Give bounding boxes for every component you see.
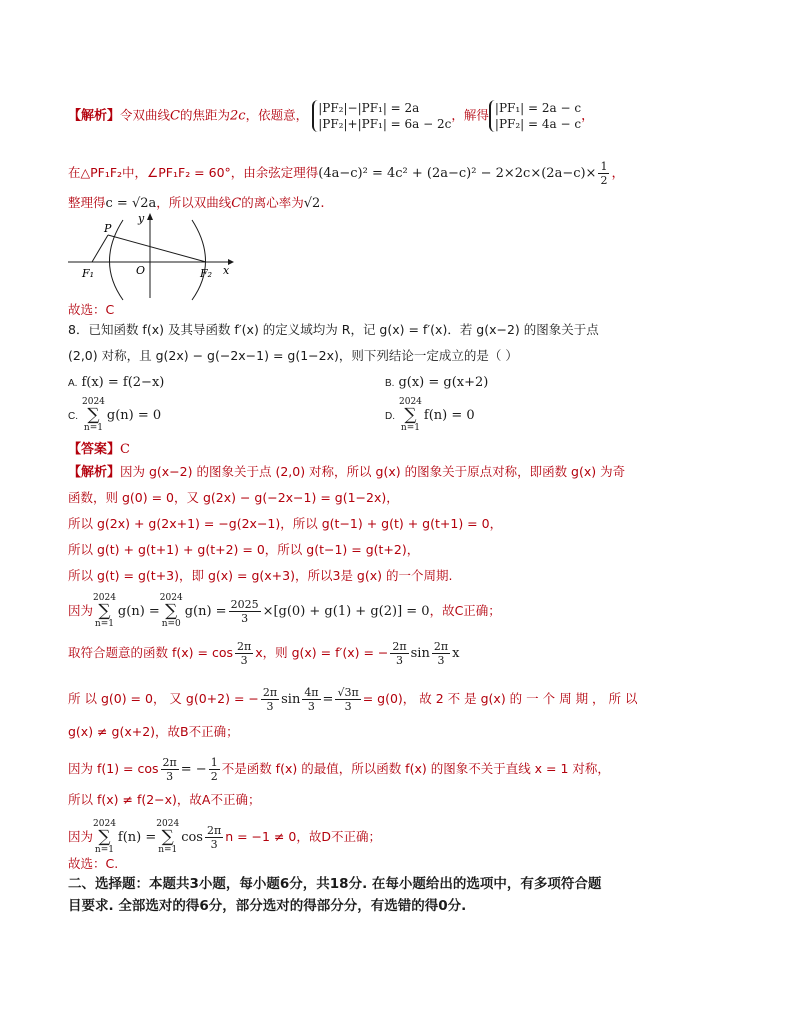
label-x: x	[223, 264, 230, 277]
sol8-line2: 函数，则 g(0) = 0，又 g(2x) − g(−2x−1) = g(1−2x)，	[68, 490, 399, 505]
sol8-line7: 取符合题意的函数 f(x) = cos $\frac{2\pi}{3}$ x，则 g(x) = f′(x) = − $\frac{2\pi}{3}$ sin $\frac{2\pi}{3}$ x	[68, 640, 460, 667]
sol8-line1: 【解析】因为 g(x−2) 的图象关于点 (2,0) 对称，所以 g(x) 的图象关于原点对称，即函数 g(x) 为奇	[68, 464, 626, 480]
label-f1: F₁	[82, 267, 95, 280]
hyperbola-left-branch	[110, 220, 124, 300]
q8-option-d: D.2024 ∑ n=1f(n) = 0	[385, 397, 475, 433]
label-p: P	[104, 222, 112, 235]
hyperbola-figure	[68, 212, 238, 302]
sum-sign: 2024 ∑ n=1	[156, 819, 180, 855]
sol8-line6: 因为2024 ∑ n=1g(n) =2024 ∑ n=0g(n) = $\frac{2025}{3}$ ×[g(0) + g(1) + g(2)] = 0，故C正确；	[68, 593, 501, 629]
analysis7-line3: 整理得c = √2a，所以双曲线C的离心率为√2.	[68, 195, 325, 211]
sol8-line8: 所 以 g(0) = 0， 又 g(0+2) = − $\frac{2\pi}{3}$ sin $\frac{4\pi}{3}$ = $\frac{√3\pi}{3}$ = g(0)， 故 2 不 是 g(x) 的 一 个 周 期 ， 所 以	[68, 686, 638, 713]
analysis7-answer: 故选：C	[68, 302, 115, 317]
q8-option-c: C.2024 ∑ n=1g(n) = 0	[68, 397, 162, 433]
q8-line1: 8．已知函数 f(x) 及其导函数 f′(x) 的定义域均为 R，记 g(x) = f′(x)．若 g(x−2) 的图象关于点	[68, 322, 599, 337]
sol8-line5: 所以 g(t) = g(t+3)，即 g(x) = g(x+3)，所以3是 g(x) 的一个周期.	[68, 568, 453, 583]
label-y: y	[138, 212, 145, 225]
sol8-answer: 故选：C.	[68, 856, 119, 871]
q8-answer: 【答案】C	[68, 442, 130, 457]
q8-option-a: A. f(x) = f(2−x)	[68, 375, 165, 390]
analysis7-line1: 【解析】令双曲线C的焦距为2c，依题意， |PF₂|−|PF₁| = 2a |PF₂|+|PF₁| = 6a − 2c ，解得 |PF₁| = 2a − c |PF₂| = 4a − c ，	[68, 101, 595, 131]
q8-line2: (2,0) 对称，且 g(2x) − g(−2x−1) = g(1−2x)，则下列结论一定成立的是（ ）	[68, 348, 518, 363]
sol8-line11: 所以 f(x) ≠ f(2−x)，故A不正确；	[68, 792, 261, 807]
sol8-line4: 所以 g(t) + g(t+1) + g(t+2) = 0，所以 g(t−1) = g(t+2)，	[68, 542, 420, 557]
sol8-line12: 因为2024 ∑ n=1f(n) =2024 ∑ n=1cos $\frac{2\pi}{3}$ n = −1 ≠ 0，故D不正确；	[68, 819, 381, 855]
equation-system-1: |PF₂|−|PF₁| = 2a |PF₂|+|PF₁| = 6a − 2c	[312, 100, 451, 132]
sum-sign: 2024 ∑ n=1	[93, 593, 116, 629]
sol8-line10: 因为 f(1) = cos $\frac{2\pi}{3}$ = − $\frac{1}{2}$ 不是函数 f(x) 的最值，所以函数 f(x) 的图象不关于直线 x = 1 对称，	[68, 756, 610, 783]
q8-option-b: B. g(x) = g(x+2)	[385, 375, 489, 390]
equation-system-2: |PF₁| = 2a − c |PF₂| = 4a − c	[489, 100, 581, 132]
analysis-tag: 【解析】	[68, 108, 121, 124]
analysis7-line2: 在△PF₁F₂中，∠PF₁F₂ = 60°，由余弦定理得(4a−c)² = 4c² + (2a−c)² − 2×2c×(2a−c)× $\frac{1}{2}$ ，	[68, 160, 625, 187]
section2-line1: 二、选择题：本题共3小题，每小题6分，共18分. 在每小题给出的选项中，有多项符合题	[68, 876, 602, 892]
sum-sign: 2024 ∑ n=1	[399, 397, 422, 433]
sum-sign: 2024 ∑ n=0	[159, 593, 183, 629]
sum-sign: 2024 ∑ n=1	[93, 819, 116, 855]
section2-line2: 目要求. 全部选对的得6分，部分选对的得部分分，有选错的得0分.	[68, 898, 467, 914]
fraction-half: $\frac{1}{2}$	[600, 160, 608, 187]
sol8-line9: g(x) ≠ g(x+2)，故B不正确；	[68, 724, 239, 739]
segment-pf2	[108, 235, 206, 262]
label-f2: F₂	[200, 267, 213, 280]
y-axis-arrow	[147, 213, 153, 220]
label-o: O	[136, 264, 146, 277]
sol8-line3: 所以 g(2x) + g(2x+1) = −g(2x−1)，所以 g(t−1) + g(t) + g(t+1) = 0，	[68, 516, 503, 531]
sum-sign: 2024 ∑ n=1	[82, 397, 105, 433]
segment-pf1	[92, 235, 108, 262]
